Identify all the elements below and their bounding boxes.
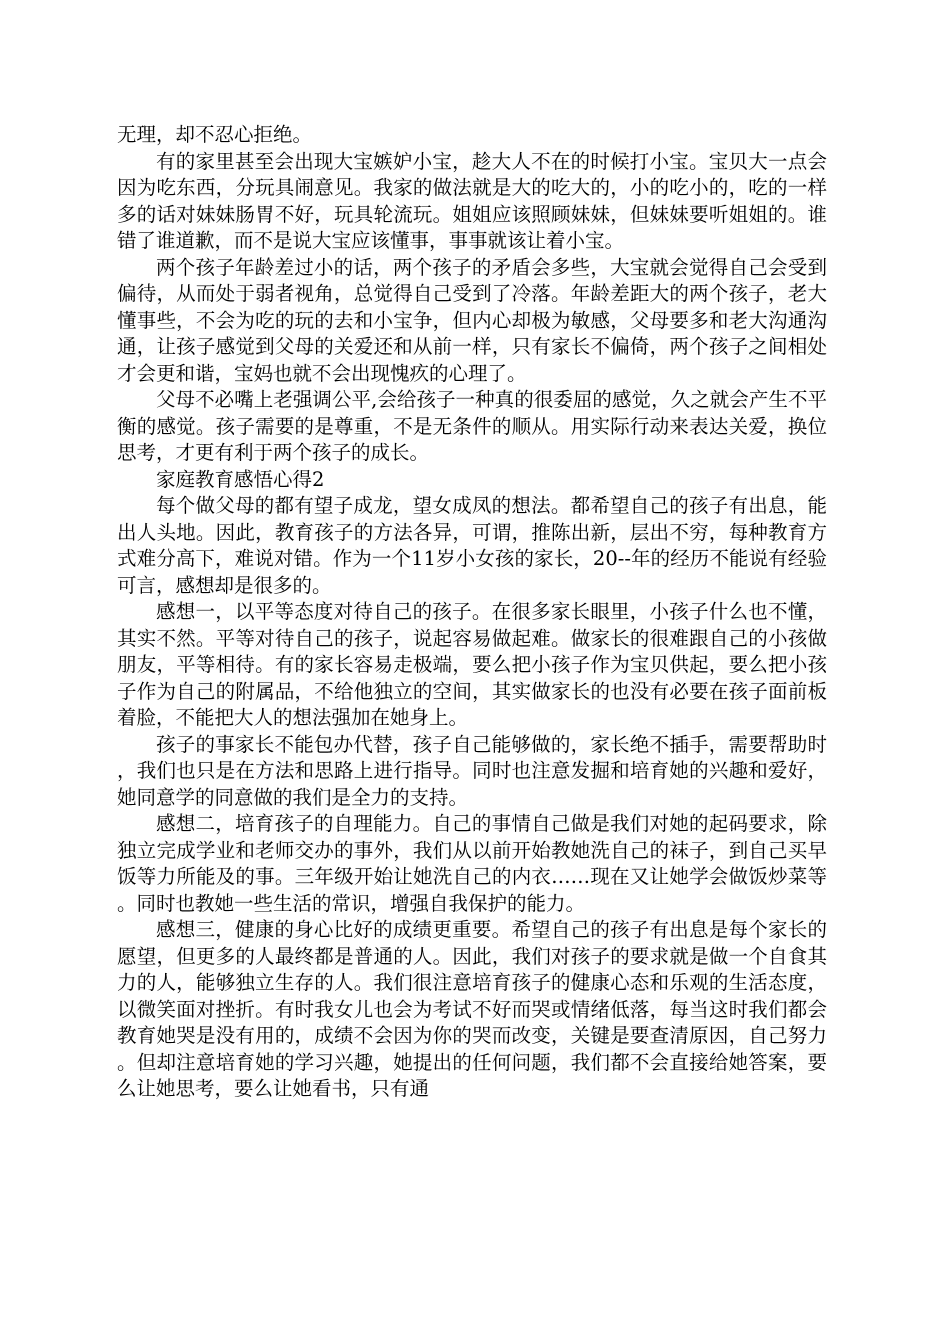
- paragraph-thought-one: 感想一，以平等态度对待自己的孩子。在很多家长眼里，小孩子什么也不懂，其实不然。平等对待自己的孩子，说起容易做起难。做家长的很难跟自己的小孩做朋友，平等相待。有的家长容易走极端，要么把小孩子作为宝贝供起，要么把小孩子作为自己的附属品，不给他独立的空间，其实做家长的也没有必要在孩子面前板着脸，不能把大人的想法强加在她身上。: [117, 600, 827, 729]
- paragraph-age-gap: 两个孩子年龄差过小的话，两个孩子的矛盾会多些，大宝就会觉得自己会受到偏待，从而处于弱者视角，总觉得自己受到了冷落。年龄差距大的两个孩子，老大懂事些，不会为吃的玩的去和小宝争，但内心却极为敏感，父母要多和老大沟通沟通，让孩子感觉到父母的关爱还和从前一样，只有家长不偏倚，两个孩子之间相处才会更和谐，宝妈也就不会出现愧疚的心理了。: [117, 255, 827, 385]
- paragraph-jealousy: 有的家里甚至会出现大宝嫉妒小宝，趁大人不在的时候打小宝。宝贝大一点会因为吃东西，分玩具闹意见。我家的做法就是大的吃大的，小的吃小的，吃的一样多的话对妹妹肠胃不好，玩具轮流玩。姐姐应该照顾妹妹，但妹妹要听姐姐的。谁错了谁道歉，而不是说大宝应该懂事，事事就该让着小宝。: [117, 149, 827, 252]
- paragraph-fairness: 父母不必嘴上老强调公平,会给孩子一种真的很委屈的感觉，久之就会产生不平衡的感觉。孩子需要的是尊重，不是无条件的顺从。用实际行动来表达关爱，换位思考，才更有利于两个孩子的成长。: [117, 388, 827, 464]
- paragraph-continuation: 无理，却不忍心拒绝。: [117, 123, 313, 146]
- paragraph-thought-three: 感想三，健康的身心比好的成绩更重要。希望自己的孩子有出息是每个家长的愿望，但更多的人最终都是普通的人。因此，我们对孩子的要求就是做一个自食其力的人，能够独立生存的人。我们很注意培育孩子的健康心态和乐观的生活态度，以微笑面对挫折。有时我女儿也会为考试不好而哭或情绪低落，每当这时我们都会教育她哭是没有用的，成绩不会因为你的哭而改变，关键是要查清原因，自己努力。但却注意培育她的学习兴趣，她提出的任何问题，我们都不会直接给她答案，要么让她思考，要么让她看书，只有通: [117, 918, 827, 1100]
- paragraph-no-substitution: 孩子的事家长不能包办代替，孩子自己能够做的，家长绝不插手，需要帮助时，我们也只是在方法和思路上进行指导。同时也注意发掘和培育她的兴趣和爱好，她同意学的同意做的我们是全力的支持。: [117, 732, 827, 809]
- section-heading: 家庭教育感悟心得2: [156, 467, 325, 491]
- paragraph-expectations: 每个做父母的都有望子成龙，望女成凤的想法。都希望自己的孩子有出息，能出人头地。因此，教育孩子的方法各异，可谓，推陈出新，层出不穷，每种教育方式难分高下，难说对错。作为一个11岁小女孩的家长，20--年的经历不能说有经验可言，感想却是很多的。: [117, 494, 827, 597]
- paragraph-thought-two: 感想二，培育孩子的自理能力。自己的事情自己做是我们对她的起码要求，除独立完成学业和老师交办的事外，我们从以前开始教她洗自己的袜子，到自己买早饭等力所能及的事。三年级开始让她洗自己的内衣……现在又让她学会做饭炒菜等。同时也教她一些生活的常识，增强自我保护的能力。: [117, 812, 827, 915]
- document-page: [117, 122, 827, 1103]
